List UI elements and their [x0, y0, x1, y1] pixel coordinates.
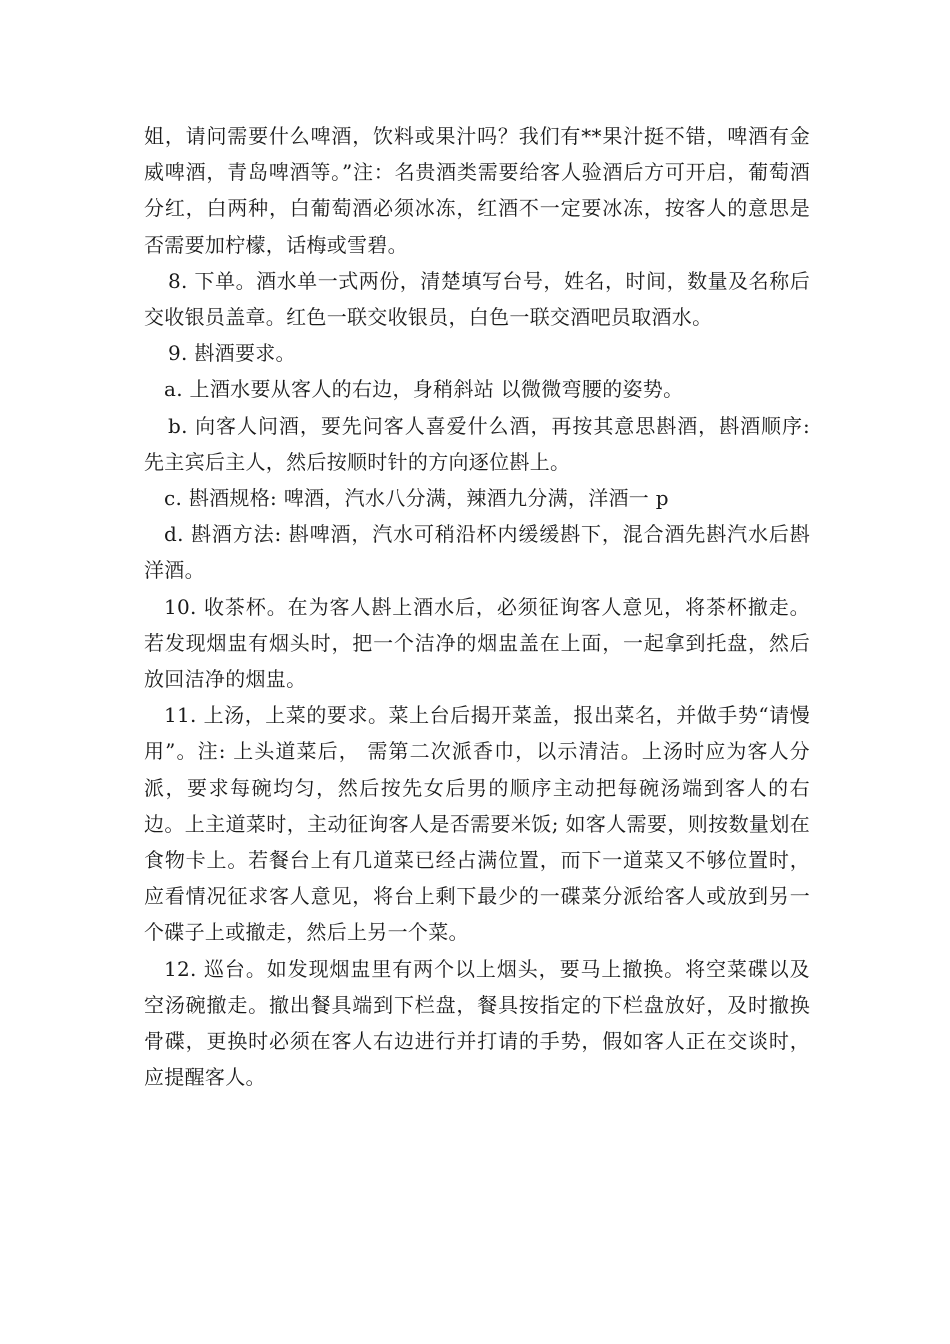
paragraph-step-9-heading: 9. 斟酒要求。: [168, 341, 296, 366]
paragraph-step-9d: d. 斟酒方法: 斟啤酒，汽水可稍沿杯内缓缓斟下，混合酒先斟汽水后斟洋酒。: [144, 522, 810, 583]
paragraph-step-9a: a. 上酒水要从客人的右边，身稍斜站 以微微弯腰的姿势。: [164, 377, 684, 402]
paragraph-step-8-order: 8. 下单。酒水单一式两份，清楚填写台号，姓名，时间，数量及名称后交收银员盖章。红色一联交收银员，白色一联交酒吧员取酒水。: [144, 268, 810, 330]
paragraph-step-12-patrol: 12. 巡台。如发现烟盅里有两个以上烟头，要马上撤换。将空菜碟以及空汤碗撤走。撤出餐具端到下栏盘，餐具按指定的下栏盘放好，及时撤换骨碟，更换时必须在客人右边进行并打请的手势，假如客人正在交谈时，应提醒客人。: [144, 956, 810, 1090]
paragraph-step-11-serving: 11. 上汤，上菜的要求。菜上台后揭开菜盖，报出菜名，并做手势“请慢用”。注: 上头道菜后， 需第二次派香巾，以示清洁。上汤时应为客人分派，要求每碗均匀，然后按先女后男的顺序主动把每碗汤端到客人的右边。上主道菜时，主动征询客人是否需要米饭; 如客人需要，则按数量划在食物卡上。若餐台上有几道菜已经占满位置，而下一道菜又不够位置时，应看情况征求客人意见，将台上剩下最少的一碟菜分派给客人或放到另一个碟子上或撤走，然后上另一个菜。: [144, 703, 810, 945]
paragraph-step-9c: c. 斟酒规格: 啤酒，汽水八分满，辣酒九分满，洋酒一 p: [164, 486, 669, 511]
paragraph-step-10-tea-cups: 10. 收茶杯。在为客人斟上酒水后，必须征询客人意见，将茶杯撤走。若发现烟盅有烟头时，把一个洁净的烟盅盖在上面，一起拿到托盘，然后放回洁净的烟盅。: [144, 594, 810, 692]
paragraph-drinks-recommendation: 姐，请问需要什么啤酒，饮料或果汁吗？我们有**果汁挺不错，啤酒有金威啤酒，青岛啤酒等。”注：名贵酒类需要给客人验酒后方可开启，葡萄酒分红，白两种，白葡萄酒必须冰冻，红酒不一定要冰冻，按客人的意思是否需要加柠檬，话梅或雪碧。: [144, 124, 810, 257]
document-body: [144, 118, 810, 1095]
paragraph-step-9b: b. 向客人问酒，要先问客人喜爱什么酒，再按其意思斟酒，斟酒顺序: 先主宾后主人，然后按顺时针的方向逐位斟上。: [144, 413, 810, 474]
